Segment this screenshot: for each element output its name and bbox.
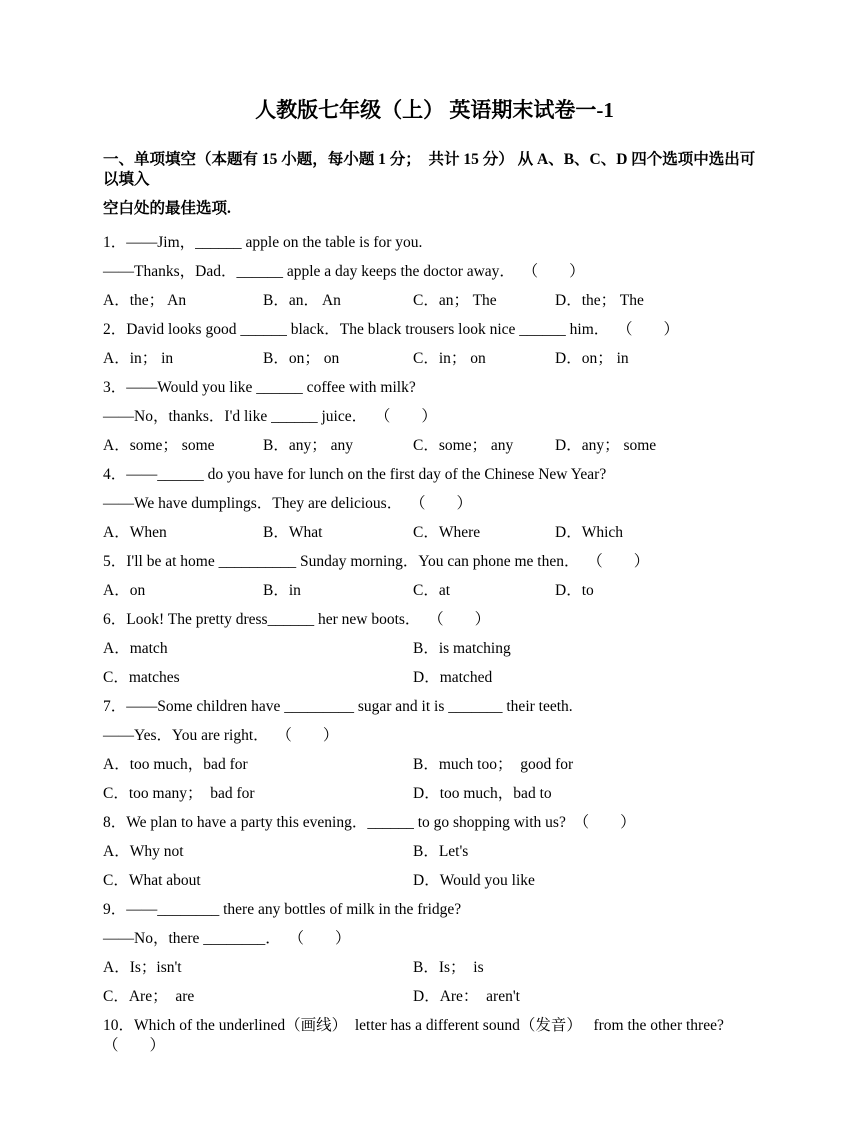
question-6-options bbox=[103, 639, 766, 697]
question-5-option-a: A．on bbox=[103, 582, 146, 599]
question-2-option-c: C．in； on bbox=[413, 350, 486, 367]
question-5-options bbox=[103, 581, 766, 610]
question-2-option-b: B．on； on bbox=[263, 350, 340, 367]
section-heading bbox=[103, 150, 766, 219]
question-7-option-a: A．too much，bad for bbox=[103, 756, 248, 773]
question-3-line-2: ——No，thanks．I'd like ______ juice． （ ） bbox=[103, 408, 437, 425]
question-1-line-1: 1．——Jim，______ apple on the table is for you. bbox=[103, 234, 423, 251]
question-3 bbox=[103, 378, 766, 465]
question-5-option-b: B．in bbox=[263, 582, 301, 599]
section-heading-line-1: 一、单项填空（本题有 15 小题，每小题 1 分； 共计 15 分） 从 A、B、C、D 四个选项中选出可以填入 bbox=[103, 151, 756, 188]
question-3-options bbox=[103, 436, 766, 465]
question-7-options bbox=[103, 755, 766, 813]
question-9-option-a: A．Is；isn't bbox=[103, 959, 182, 976]
question-6-option-a: A．match bbox=[103, 640, 168, 657]
question-1 bbox=[103, 233, 766, 320]
section-heading-line-2: 空白处的最佳选项. bbox=[103, 200, 231, 217]
question-2-options bbox=[103, 349, 766, 378]
question-7 bbox=[103, 697, 766, 813]
question-list bbox=[103, 233, 766, 1056]
question-7-line-1: 7．——Some children have _________ sugar and it is _______ their teeth. bbox=[103, 698, 573, 715]
question-9-options bbox=[103, 958, 766, 1016]
question-8-line-1: 8．We plan to have a party this evening．______ to go shopping with us? （ ） bbox=[103, 814, 636, 831]
question-8-option-d: D．Would you like bbox=[413, 872, 535, 889]
question-4-option-a: A．When bbox=[103, 524, 167, 541]
question-5-option-d: D．to bbox=[555, 582, 594, 599]
page-title: 人教版七年级（上） 英语期末试卷一-1 bbox=[255, 98, 614, 122]
question-9-option-d: D．Are： aren't bbox=[413, 988, 520, 1005]
question-5 bbox=[103, 552, 766, 610]
question-3-line-1: 3．——Would you like ______ coffee with milk? bbox=[103, 379, 416, 396]
question-6-option-d: D．matched bbox=[413, 669, 493, 686]
question-4-option-b: B．What bbox=[263, 524, 323, 541]
question-7-option-b: B．much too； good for bbox=[413, 756, 574, 773]
question-4-line-1: 4．——______ do you have for lunch on the first day of the Chinese New Year? bbox=[103, 466, 607, 483]
question-10-line-1: 10．Which of the underlined（画线） letter has a different sound（发音） from the other three? （ ） bbox=[103, 1017, 732, 1054]
question-3-option-d: D．any； some bbox=[555, 437, 657, 454]
question-9-option-c: C．Are； are bbox=[103, 988, 195, 1005]
question-3-option-b: B．any； any bbox=[263, 437, 353, 454]
question-4-line-2: ——We have dumplings．They are delicious． （ ） bbox=[103, 495, 472, 512]
question-5-line-1: 5．I'll be at home __________ Sunday morning．You can phone me then． （ ） bbox=[103, 553, 650, 570]
question-8-option-a: A．Why not bbox=[103, 843, 184, 860]
question-8-option-c: C．What about bbox=[103, 872, 201, 889]
question-7-option-d: D．too much，bad to bbox=[413, 785, 552, 802]
question-3-option-a: A．some； some bbox=[103, 437, 215, 454]
question-9-line-2: ——No，there ________． （ ） bbox=[103, 930, 351, 947]
question-10 bbox=[103, 1016, 766, 1056]
question-2-option-d: D．on； in bbox=[555, 350, 629, 367]
question-4-options bbox=[103, 523, 766, 552]
question-8 bbox=[103, 813, 766, 900]
question-8-option-b: B．Let's bbox=[413, 843, 469, 860]
question-1-options bbox=[103, 291, 766, 320]
question-1-line-2: ——Thanks，Dad．______ apple a day keeps the doctor away． （ ） bbox=[103, 263, 585, 280]
question-5-option-c: C．at bbox=[413, 582, 451, 599]
question-4 bbox=[103, 465, 766, 552]
question-6-line-1: 6．Look! The pretty dress______ her new boots． （ ） bbox=[103, 611, 491, 628]
question-2-option-a: A．in； in bbox=[103, 350, 174, 367]
question-4-option-c: C．Where bbox=[413, 524, 481, 541]
question-9-option-b: B．Is； is bbox=[413, 959, 484, 976]
question-7-line-2: ——Yes．You are right． （ ） bbox=[103, 727, 339, 744]
question-6-option-c: C．matches bbox=[103, 669, 180, 686]
question-4-option-d: D．Which bbox=[555, 524, 624, 541]
question-8-options bbox=[103, 842, 766, 900]
question-2 bbox=[103, 320, 766, 378]
question-6 bbox=[103, 610, 766, 697]
question-1-option-d: D．the； The bbox=[555, 292, 644, 309]
question-7-option-c: C．too many； bad for bbox=[103, 785, 255, 802]
question-1-option-a: A．the； An bbox=[103, 292, 187, 309]
question-6-option-b: B．is matching bbox=[413, 640, 511, 657]
question-3-option-c: C．some； any bbox=[413, 437, 514, 454]
question-1-option-c: C．an； The bbox=[413, 292, 497, 309]
question-2-line-1: 2．David looks good ______ black．The black trousers look nice ______ him． （ ） bbox=[103, 321, 680, 338]
question-1-option-b: B．an． An bbox=[263, 292, 341, 309]
question-9-line-1: 9．——________ there any bottles of milk in the fridge? bbox=[103, 901, 462, 918]
question-9 bbox=[103, 900, 766, 1016]
